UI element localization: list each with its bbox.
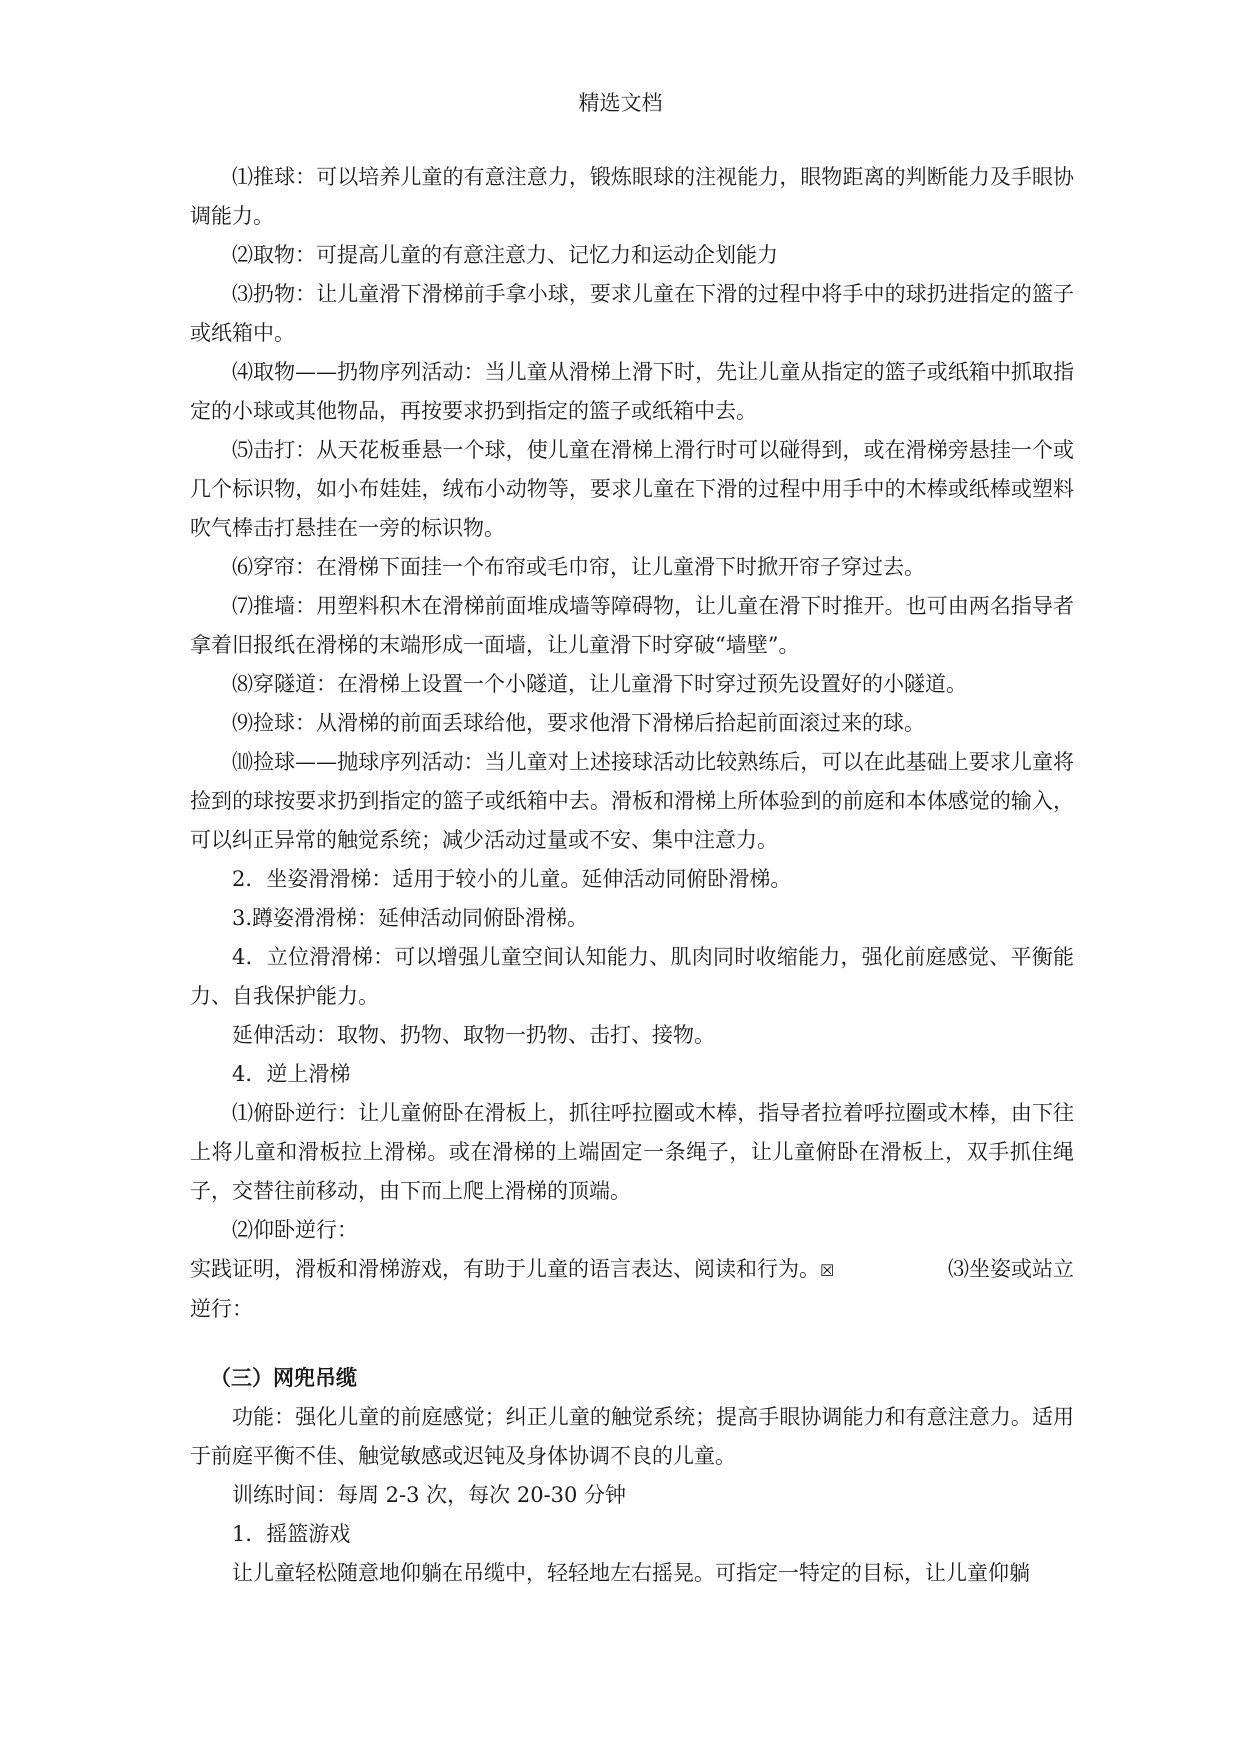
paragraph: ⑴推球：可以培养儿童的有意注意力，锻炼眼球的注视能力，眼物距离的判断能力及手眼协调能力。 bbox=[190, 165, 1074, 228]
paragraph: ⑴俯卧逆行：让儿童俯卧在滑板上，抓往呼拉圈或木棒，指导者拉着呼拉圈或木棒，由下往上将儿童和滑板拉上滑梯。或在滑梯的上端固定一条绳子，让儿童俯卧在滑板上，双手抓住绳子，交替往前移动，由下而上爬上滑梯的顶端。 bbox=[190, 1101, 1074, 1203]
paragraph: 训练时间：每周 2-3 次，每次 20-30 分钟 bbox=[232, 1483, 627, 1507]
paragraph: 1．摇篮游戏 bbox=[232, 1522, 351, 1546]
paragraph: ⑵取物：可提高儿童的有意注意力、记忆力和运动企划能力 bbox=[232, 243, 778, 267]
paragraph: ⑶扔物：让儿童滑下滑梯前手拿小球，要求儿童在下滑的过程中将手中的球扔进指定的篮子或纸箱中。 bbox=[190, 282, 1074, 345]
paragraph: 2．坐姿滑滑梯：适用于较小的儿童。延伸活动同俯卧滑梯。 bbox=[232, 867, 792, 891]
split-line-left: 实践证明，滑板和滑梯游戏，有助于儿童的语言表达、阅读和行为。 bbox=[190, 1257, 820, 1281]
paragraph: 让儿童轻松随意地仰躺在吊缆中，轻轻地左右摇晃。可指定一特定的目标，让儿童仰躺 bbox=[232, 1561, 1030, 1585]
paragraph: 功能：强化儿童的前庭感觉；纠正儿童的触觉系统；提高手眼协调能力和有意注意力。适用于前庭平衡不佳、触觉敏感或迟钝及身体协调不良的儿童。 bbox=[190, 1405, 1074, 1468]
paragraph: 延伸活动：取物、扔物、取物一扔物、击打、接物。 bbox=[232, 1023, 715, 1047]
paragraph: ⑼捡球：从滑梯的前面丢球给他，要求他滑下滑梯后拾起前面滚过来的球。 bbox=[232, 711, 925, 735]
paragraph: 逆行： bbox=[190, 1297, 253, 1321]
section-heading: （三）网兜吊缆 bbox=[210, 1366, 357, 1390]
split-line bbox=[190, 1250, 1074, 1290]
paragraph: ⑷取物——扔物序列活动：当儿童从滑梯上滑下时，先让儿童从指定的篮子或纸箱中抓取指定的小球或其他物品，再按要求扔到指定的篮子或纸箱中去。 bbox=[190, 360, 1074, 423]
paragraph: ⑻穿隧道：在滑梯上设置一个小隧道，让儿童滑下时穿过预先设置好的小隧道。 bbox=[232, 672, 967, 696]
page-header: 精选文档 bbox=[578, 91, 663, 115]
broken-glyph-icon: ☒ bbox=[820, 1261, 835, 1280]
document-body bbox=[190, 158, 1074, 1593]
paragraph: ⑽捡球——抛球序列活动：当儿童对上述接球活动比较熟练后，可以在此基础上要求儿童将捡到的球按要求扔到指定的篮子或纸箱中去。滑板和滑梯上所体验到的前庭和本体感觉的输入，可以纠正异常的触觉系统；减少活动过量或不安、集中注意力。 bbox=[190, 750, 1074, 852]
paragraph: 4．逆上滑梯 bbox=[232, 1062, 351, 1086]
paragraph: ⑵仰卧逆行： bbox=[232, 1218, 358, 1242]
paragraph: 3.蹲姿滑滑梯：延伸活动同俯卧滑梯。 bbox=[232, 906, 589, 930]
paragraph: ⑺推墙：用塑料积木在滑梯前面堆成墙等障碍物，让儿童在滑下时推开。也可由两名指导者拿着旧报纸在滑梯的末端形成一面墙，让儿童滑下时穿破“墙壁”。 bbox=[190, 594, 1074, 657]
paragraph: ⑹穿帘：在滑梯下面挂一个布帘或毛巾帘，让儿童滑下时掀开帘子穿过去。 bbox=[232, 555, 925, 579]
paragraph: 4．立位滑滑梯：可以增强儿童空间认知能力、肌肉同时收缩能力，强化前庭感觉、平衡能力、自我保护能力。 bbox=[190, 945, 1074, 1008]
paragraph: ⑸击打：从天花板垂悬一个球，使儿童在滑梯上滑行时可以碰得到，或在滑梯旁悬挂一个或几个标识物，如小布娃娃，绒布小动物等，要求儿童在下滑的过程中用手中的木棒或纸棒或塑料吹气棒击打悬挂在一旁的标识物。 bbox=[190, 438, 1074, 540]
split-line-right: ⑶坐姿或站立 bbox=[948, 1257, 1074, 1281]
